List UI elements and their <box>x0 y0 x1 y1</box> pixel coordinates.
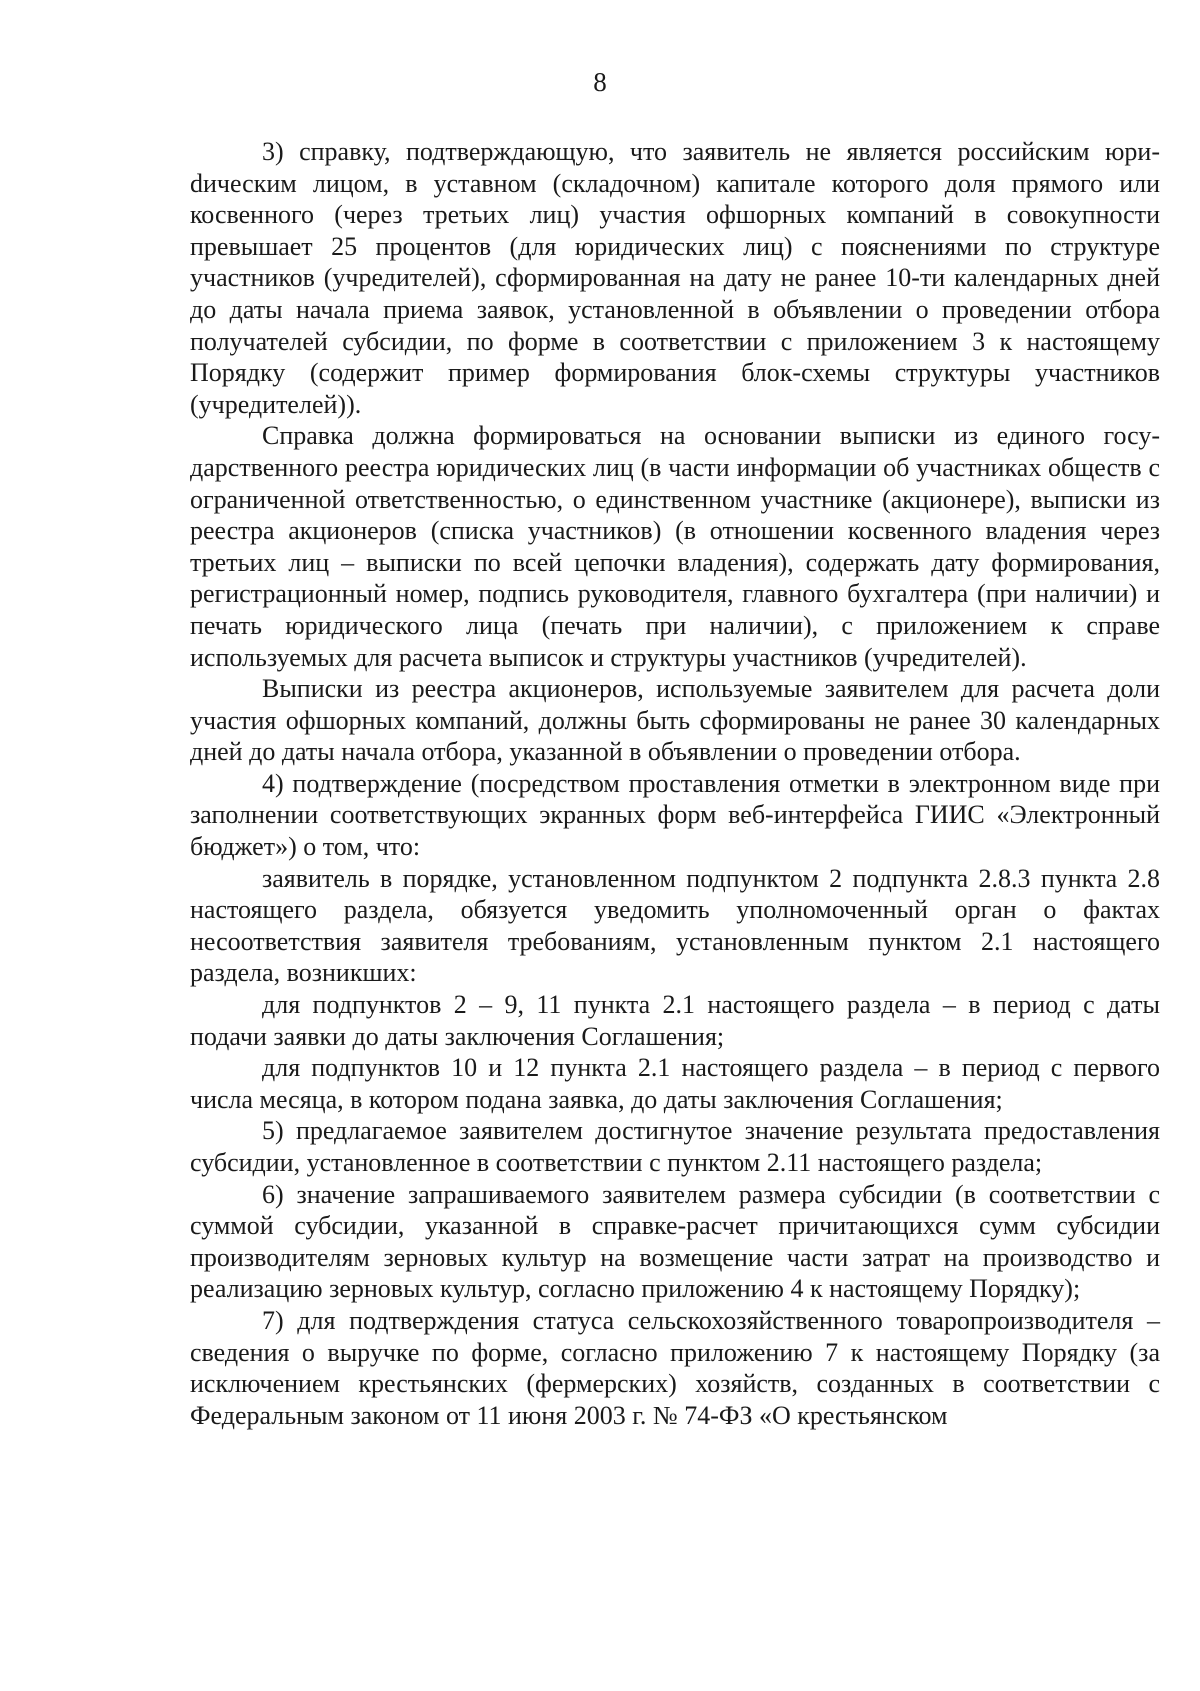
paragraph-item-7: 7) для подтверждения статуса сельскохозяйственного товаропроизводителя – сведения о выручке по форме, согласно приложению 7 к настоящему Порядку (за исключением крестьянских (фермерских) хозяйств, созданных в соответствии с Федеральным законом от 11 июня 2003 г. № 74-ФЗ «О крестьянском <box>190 1305 1160 1430</box>
paragraph-item-4: 4) подтверждение (посредством проставления отметки в электронном виде при заполнении соответствующих экранных форм веб-интерфейса ГИИС «Электронный бюджет») о том, что: <box>190 768 1160 862</box>
page-number: 8 <box>593 67 607 97</box>
paragraph-certificate-basis: Справка должна формироваться на основании выписки из единого государственного реестра юридических лиц (в части информации об участниках обществ с ограниченной ответственностью, о единственном участнике (акционере), выписки из реестра акционеров (списка участников) (в отношении косвенного владения через третьих лиц – выписки по всей цепочки владения), содержать дату формирования, регистрационный номер, подпись руководителя, главного бухгалтера (при наличии) и печать юридического лица (печать при наличии), с приложением к справе используемых для расчета выписок и структуры участников (учредителей). <box>190 421 1160 672</box>
paragraph-item-3: 3) справку, подтверждающую, что заявитель не является российским юриdическим лицом, в уставном (складочном) капитале которого доля прямого или косвенного (через третьих лиц) участия офшорных компаний в совокупности превышает 25 процентов (для юридических лиц) с пояснениями по структуре участников (учредителей), сформированная на дату не ранее 10-ти календарных дней до даты начала приема заявок, установленной в объявлении о проведении отбора получателей субсидии, по форме в соответствии с приложением 3 к настоящему Порядку (содержит пример формирования блок-схемы структуры участников (учредителей)). <box>190 137 1160 419</box>
paragraph-item-6: 6) значение запрашиваемого заявителем размера субсидии (в соответствии с суммой субсидии, указанной в справке-расчет причитающихся сумм субсидии производителям зерновых культур на возмещение части затрат на производство и реализацию зерновых культур, согласно приложению 4 к настоящему Порядку); <box>190 1179 1160 1304</box>
paragraph-subitems-10-12: для подпунктов 10 и 12 пункта 2.1 настоящего раздела – в период с первого числа месяца, в котором подана заявка, до даты заключения Соглашения; <box>190 1053 1160 1114</box>
paragraph-shareholder-extracts: Выписки из реестра акционеров, используемые заявителем для расчета доли участия офшорных компаний, должны быть сформированы не ранее 30 календарных дней до даты начала отбора, указанной в объявлении о проведении отбора. <box>190 674 1160 767</box>
document-body <box>190 136 1160 1431</box>
paragraph-applicant-obligation: заявитель в порядке, установленном подпунктом 2 подпункта 2.8.3 пункта 2.8 настоящего раздела, обязуется уведомить уполномоченный орган о фактах несоответствия заявителя требованиям, установленным пунктом 2.1 настоящего раздела, возникших: <box>190 863 1160 988</box>
paragraph-item-5: 5) предлагаемое заявителем достигнутое значение результата предоставления субсидии, установленное в соответствии с пунктом 2.11 настоящего раздела; <box>190 1116 1160 1177</box>
paragraph-subitems-2-9-11: для подпунктов 2 – 9, 11 пункта 2.1 настоящего раздела – в период с даты подачи заявки до даты заключения Соглашения; <box>190 990 1160 1051</box>
